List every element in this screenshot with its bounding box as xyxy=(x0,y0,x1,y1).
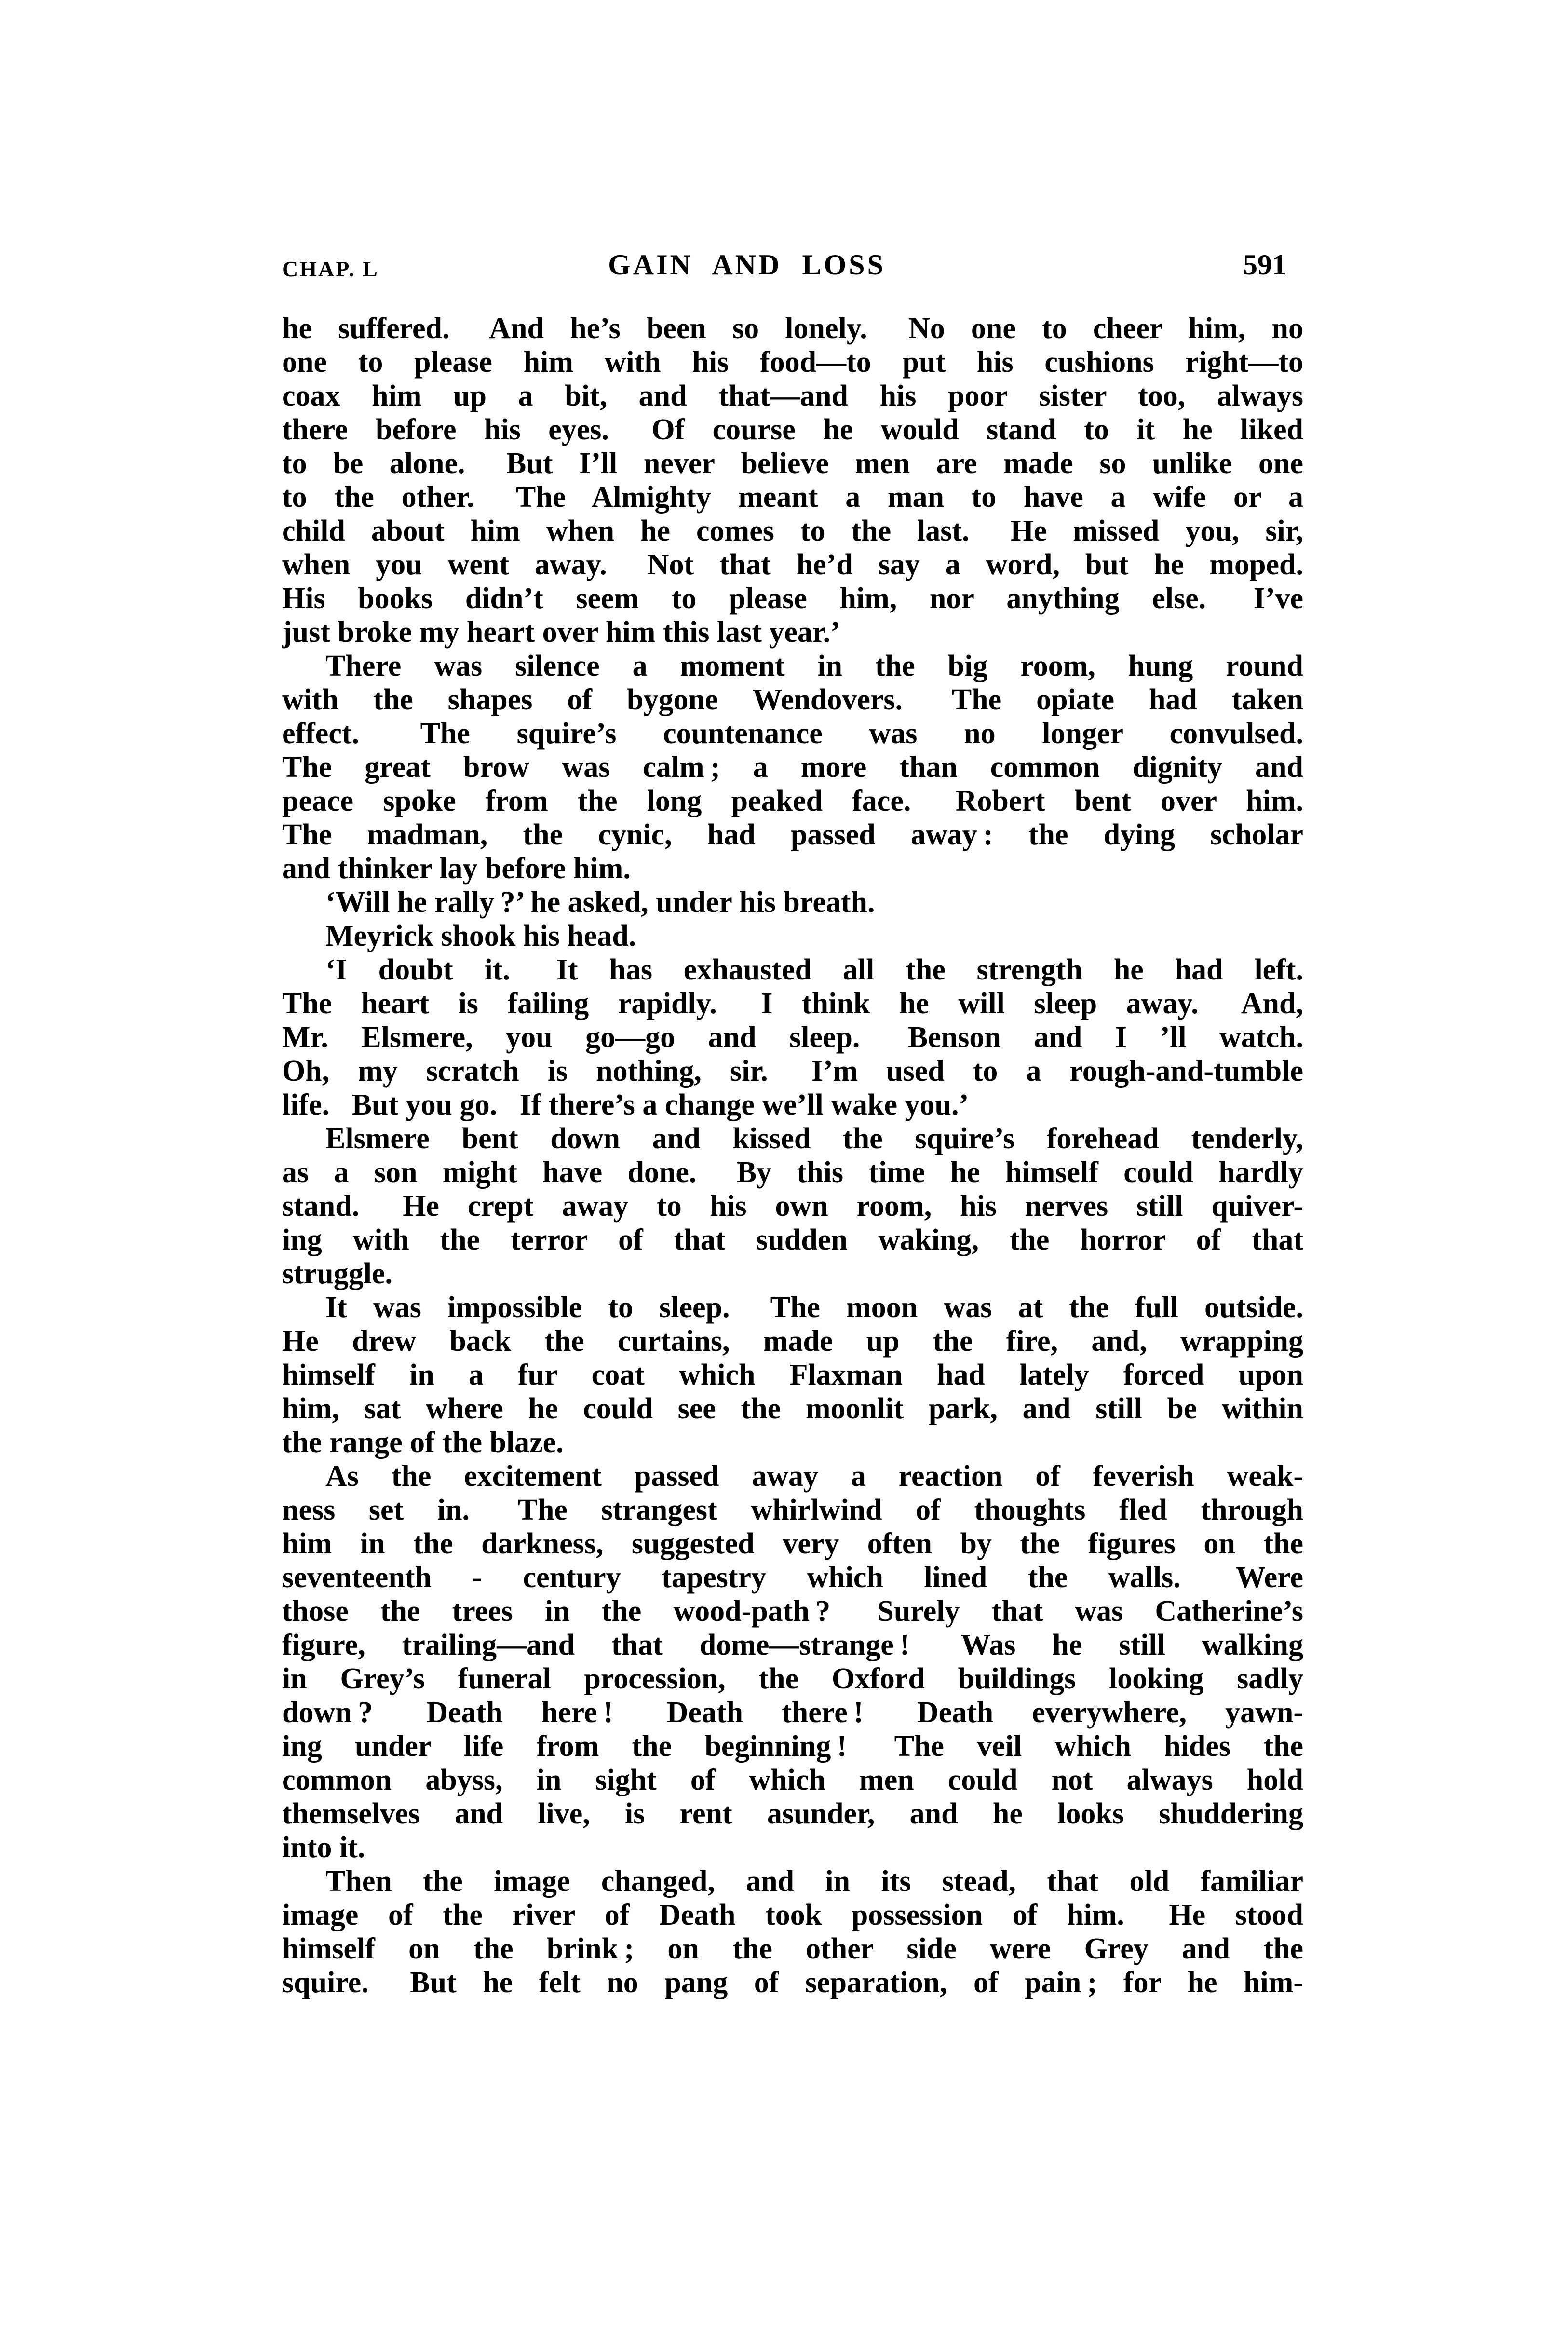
text-line: ‘I doubt it. It has exhausted all the strength he had left. xyxy=(325,953,1303,986)
text-line: peace spoke from the long peaked face. Robert bent over him. xyxy=(282,785,1303,817)
text-line: common abyss, in sight of which men could not always hold xyxy=(282,1764,1303,1796)
paragraph xyxy=(282,649,1303,885)
text-line: The heart is failing rapidly. I think he will sleep away. And, xyxy=(282,987,1303,1020)
text-line: It was impossible to sleep. The moon was at the full outside. xyxy=(325,1291,1303,1324)
paragraph xyxy=(282,919,1303,953)
text-line: down ? Death here ! Death there ! Death everywhere, yawn- xyxy=(282,1696,1303,1729)
paragraph xyxy=(282,1122,1303,1291)
text-line: as a son might have done. By this time he himself could hardly xyxy=(282,1156,1303,1189)
text-line: him in the darkness, suggested very often by the figures on the xyxy=(282,1527,1303,1560)
text-line: The great brow was calm ; a more than common dignity and xyxy=(282,751,1303,784)
text-line: themselves and live, is rent asunder, and he looks shuddering xyxy=(282,1797,1303,1830)
text-line: himself in a fur coat which Flaxman had lately forced upon xyxy=(282,1359,1303,1391)
text-line: into it. xyxy=(282,1831,365,1864)
text-line: life. But you go. If there’s a change we’ll wake you.’ xyxy=(282,1088,969,1121)
text-line: He drew back the curtains, made up the fire, and, wrapping xyxy=(282,1325,1303,1358)
text-line: he suffered. And he’s been so lonely. No one to cheer him, no xyxy=(282,312,1303,345)
text-line: Oh, my scratch is nothing, sir. I’m used to a rough-and-tumble xyxy=(282,1055,1303,1088)
text-line: when you went away. Not that he’d say a word, but he moped. xyxy=(282,548,1303,581)
text-line: stand. He crept away to his own room, his nerves still quiver- xyxy=(282,1190,1303,1223)
text-line: ing with the terror of that sudden waking, the horror of that xyxy=(282,1224,1303,1256)
text-line: Mr. Elsmere, you go—go and sleep. Benson and I ’ll watch. xyxy=(282,1021,1303,1054)
chapter-label: CHAP. L xyxy=(282,257,379,281)
page-number: 591 xyxy=(1243,249,1286,281)
text-line: squire. But he felt no pang of separation, of pain ; for he him- xyxy=(282,1966,1303,1999)
paragraph xyxy=(282,1291,1303,1459)
text-line: effect. The squire’s countenance was no longer convulsed. xyxy=(282,717,1303,750)
text-line: and thinker lay before him. xyxy=(282,852,631,885)
text-line: to the other. The Almighty meant a man to have a wife or a xyxy=(282,481,1303,514)
text-line: struggle. xyxy=(282,1257,393,1290)
text-line: Then the image changed, and in its stead, that old familiar xyxy=(325,1865,1303,1898)
text-line: figure, trailing—and that dome—strange ! Was he still walking xyxy=(282,1629,1303,1661)
paragraph xyxy=(282,953,1303,1122)
paragraph xyxy=(282,1864,1303,1999)
page-body xyxy=(282,312,1303,1999)
text-line: As the excitement passed away a reaction of feverish weak- xyxy=(325,1460,1303,1493)
text-line: Elsmere bent down and kissed the squire’s forehead tenderly, xyxy=(325,1122,1303,1155)
page-header xyxy=(282,251,1303,282)
text-line: coax him up a bit, and that—and his poor sister too, always xyxy=(282,380,1303,412)
text-line: to be alone. But I’ll never believe men are made so unlike one xyxy=(282,447,1303,480)
text-line: one to please him with his food—to put his cushions right—to xyxy=(282,346,1303,379)
paragraph xyxy=(282,885,1303,919)
text-line: ness set in. The strangest whirlwind of thoughts fled through xyxy=(282,1494,1303,1526)
text-line: ing under life from the beginning ! The veil which hides the xyxy=(282,1730,1303,1763)
text-line: child about him when he comes to the last. He missed you, sir, xyxy=(282,515,1303,547)
text-line: His books didn’t seem to please him, nor anything else. I’ve xyxy=(282,582,1303,615)
text-line: There was silence a moment in the big room, hung round xyxy=(325,650,1303,682)
text-line: just broke my heart over him this last year.’ xyxy=(282,616,840,649)
text-line: seventeenth - century tapestry which lined the walls. Were xyxy=(282,1561,1303,1594)
text-line: the range of the blaze. xyxy=(282,1426,564,1459)
text-line: ‘Will he rally ?’ he asked, under his breath. xyxy=(325,886,875,919)
paragraph xyxy=(282,1459,1303,1864)
text-line: those the trees in the wood-path ? Surely that was Catherine’s xyxy=(282,1595,1303,1628)
text-line: there before his eyes. Of course he would stand to it he liked xyxy=(282,413,1303,446)
text-line: Meyrick shook his head. xyxy=(325,920,636,952)
text-line: with the shapes of bygone Wendovers. The opiate had taken xyxy=(282,683,1303,716)
text-line: him, sat where he could see the moonlit park, and still be within xyxy=(282,1392,1303,1425)
paragraph xyxy=(282,312,1303,649)
text-line: in Grey’s funeral procession, the Oxford buildings looking sadly xyxy=(282,1662,1303,1695)
text-line: The madman, the cynic, had passed away : the dying scholar xyxy=(282,818,1303,851)
text-line: himself on the brink ; on the other side were Grey and the xyxy=(282,1932,1303,1965)
text-line: image of the river of Death took possession of him. He stood xyxy=(282,1899,1303,1931)
running-title: GAIN AND LOSS xyxy=(608,249,886,281)
